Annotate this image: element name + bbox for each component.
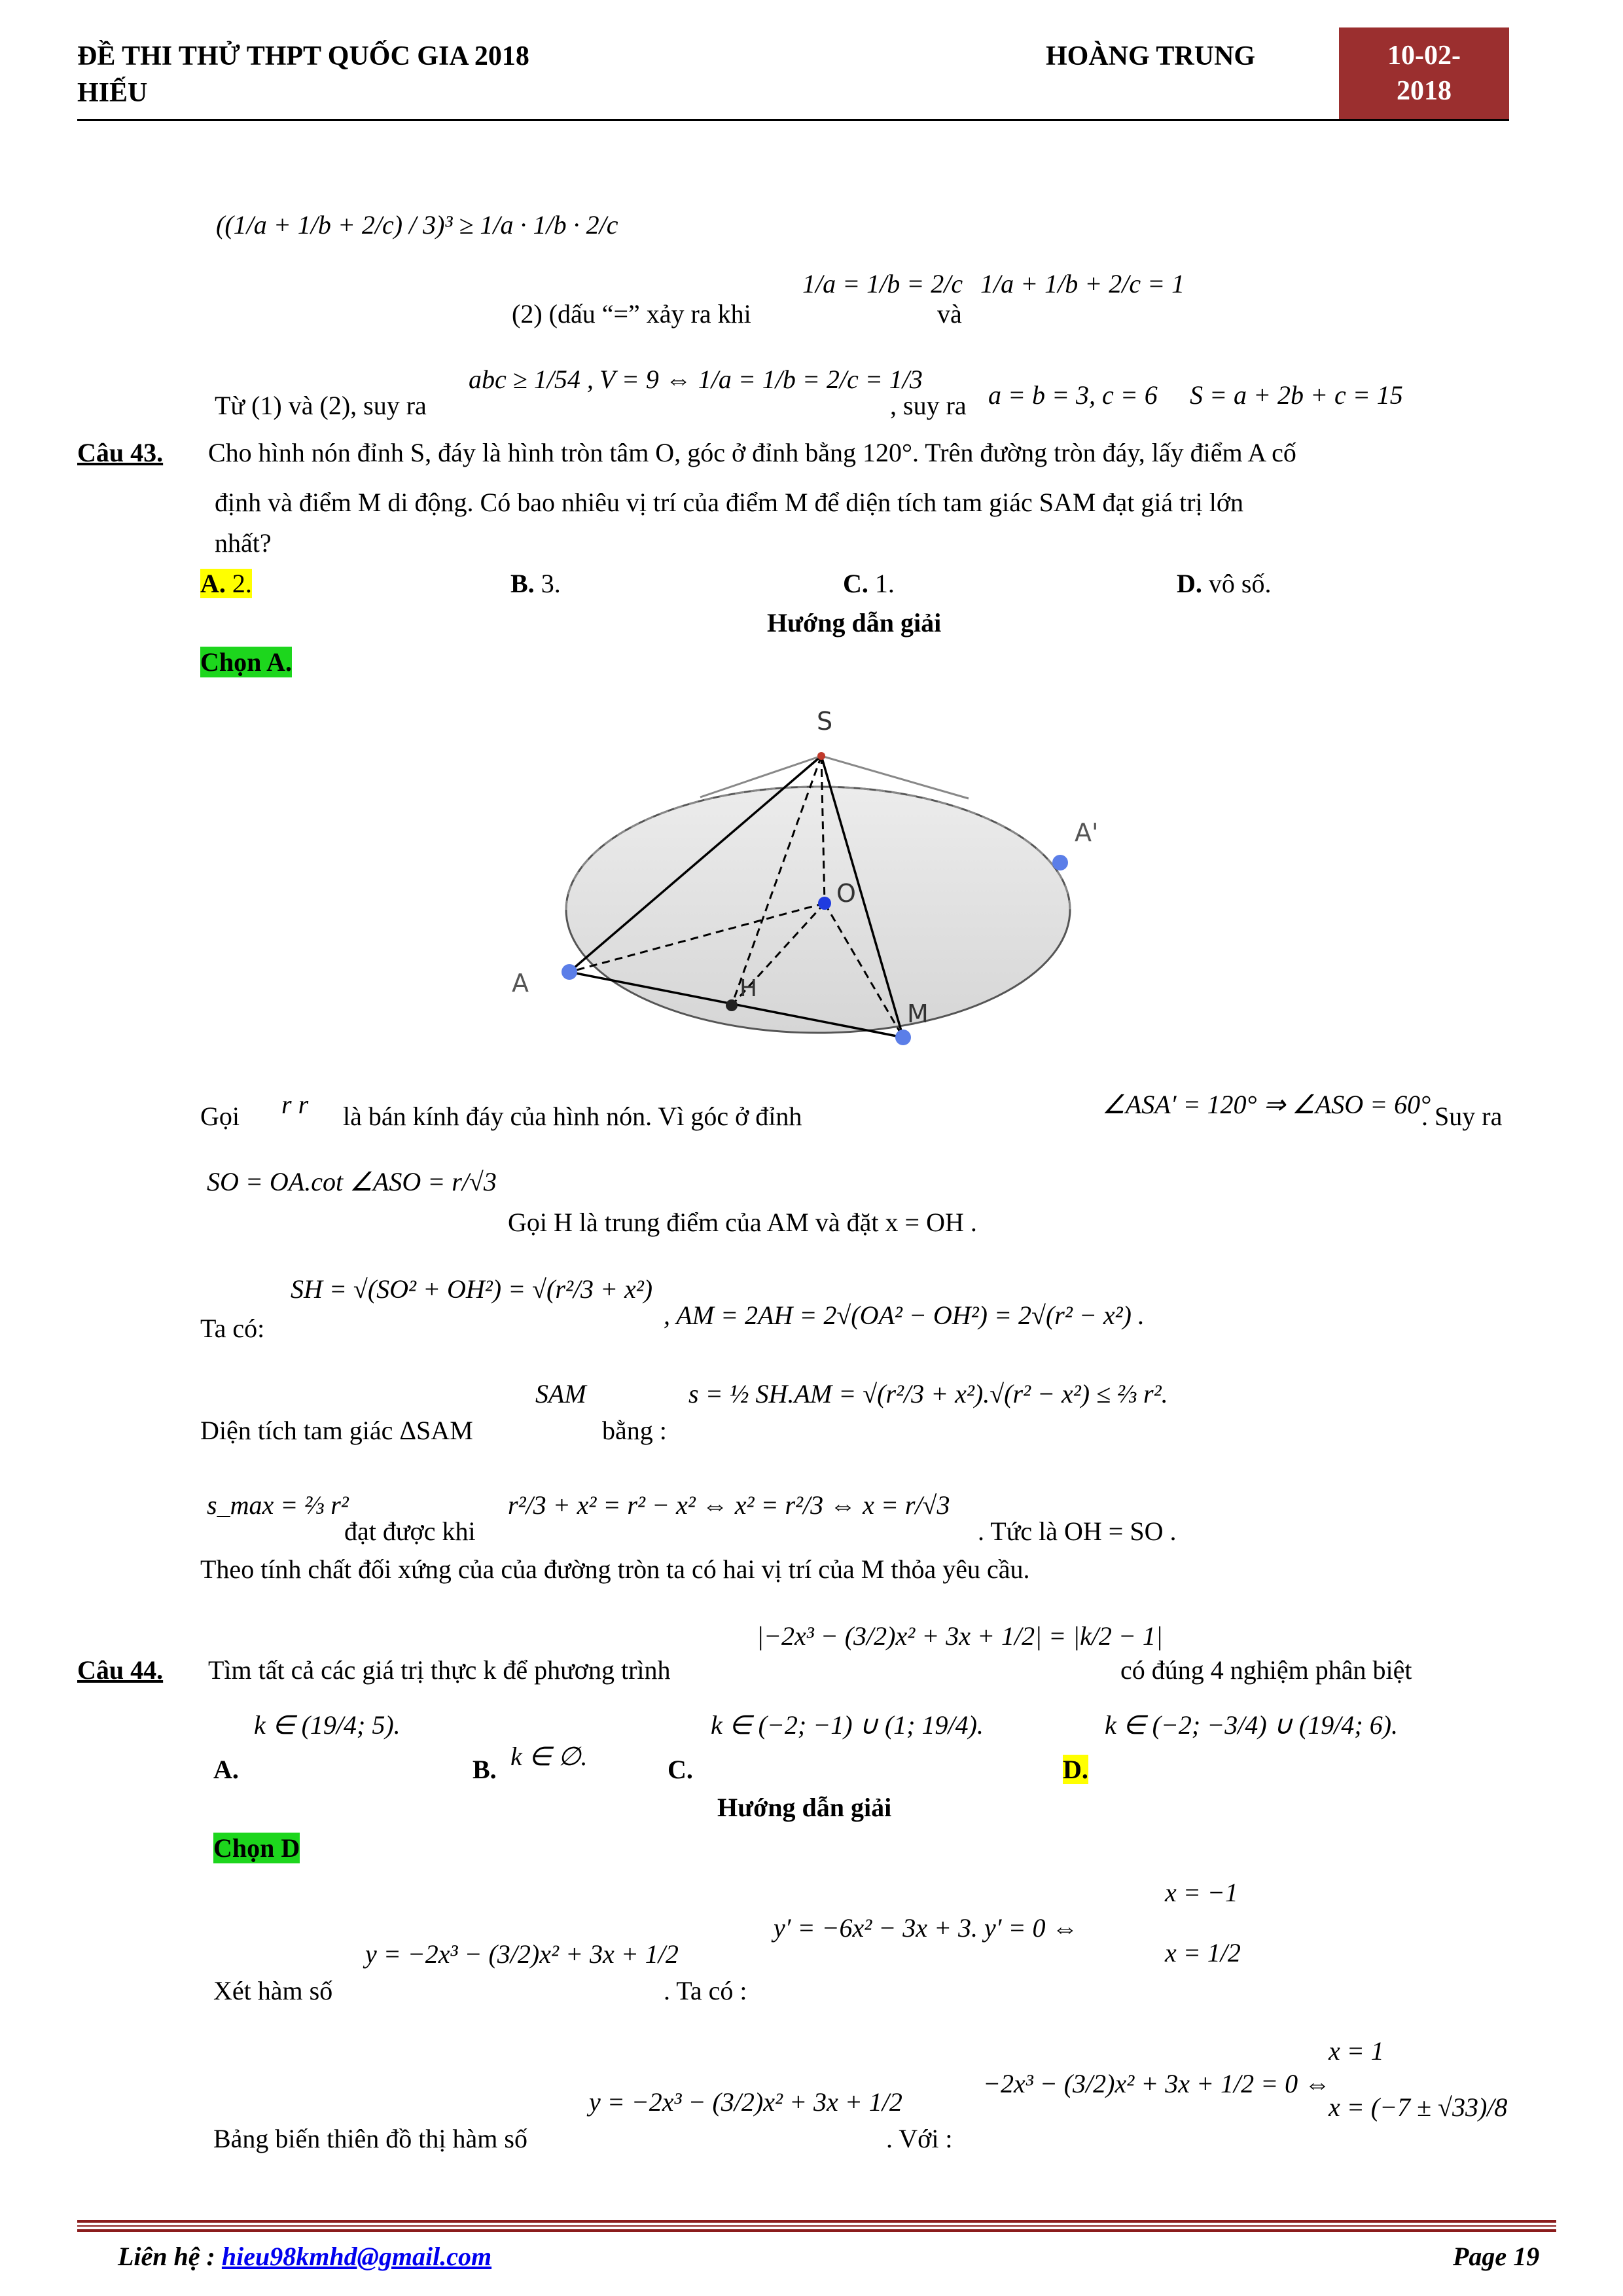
label-A: A [512,969,529,997]
q44-label: Câu 44. [77,1655,164,1685]
header-rule [77,119,1509,121]
q44-text-start: Tìm tất cả các giá trị thực k để phương trình [208,1655,671,1685]
point-A-prime [1052,855,1068,870]
q44-option-c-text: k ∈ (−2; −1) ∪ (1; 19/4). [711,1710,984,1740]
volume-condition: V = 9 ⇔ 1/a = 1/b = 2/c = 1/3 [599,365,923,394]
sol44-cubic-root2: x = (−7 ± √33)/8 [1329,2092,1508,2122]
sol43-area-formula: s = ½ SH.AM = √(r²/3 + x²).√(r² − x²) ≤ ⅔ r². [688,1379,1168,1408]
and-text: và [937,299,962,329]
sol44-cubic-root1: x = 1 [1329,2036,1384,2066]
q43-option-a-label: A. [200,569,226,598]
label-S: S [817,707,833,736]
q43-option-a[interactable] [200,568,252,599]
q43-option-a-text: 2. [232,569,252,598]
from-text: Từ (1) và (2), suy ra [215,391,427,420]
sol44-root2: x = 1/2 [1165,1938,1241,1967]
sol43-line1-start: Gọi [200,1102,240,1131]
s-value: S = a + 2b + c = 15 [1190,380,1403,410]
sol44-cubic-eq: −2x³ − (3/2)x² + 3x + 1/2 = 0 ⇔ [983,2069,1331,2098]
q44-option-c[interactable] [668,1754,693,1785]
q44-option-d-label: D. [1063,1755,1088,1784]
q43-option-b-text: 3. [541,569,561,598]
equality-condition-text: (2) (dấu “=” xảy ra khi [512,299,751,329]
footer-email-link[interactable]: hieu98kmhd@gmail.com [221,2242,492,2271]
q43-option-c[interactable] [843,568,895,599]
sol43-so-formula: SO = OA.cot ∠ASO = r/√3 [207,1167,497,1196]
point-O [818,897,831,910]
footer-rule-top [77,2220,1556,2223]
sol43-conclusion: Theo tính chất đối xứng của của đường tròn ta có hai vị trí của M thỏa yêu cầu. [200,1554,1030,1584]
q43-text-line2: định và điểm M di động. Có bao nhiêu vị trí của điểm M để diện tích tam giác SAM đạt giá trị lớn [215,488,1243,517]
header-author: HOÀNG TRUNG [1046,41,1256,71]
q44-option-d[interactable] [1063,1754,1088,1785]
q43-text-line1: Cho hình nón đỉnh S, đáy là hình tròn tâm O, góc ở đỉnh bằng 120°. Trên đường tròn đáy, lấy điểm A cố [208,438,1296,467]
header-date-line2: 2018 [1397,76,1452,106]
label-M: M [907,999,929,1028]
sol43-bang: bằng : [602,1416,667,1445]
sol43-sh-formula: SH = √(SO² + OH²) = √(r²/3 + x²) [291,1274,653,1304]
footer-contact-label: Liên hệ : [118,2242,215,2271]
q43-option-b-label: B. [510,569,535,598]
q43-chosen-answer: Chọn A. [200,647,293,677]
q44-equation: |−2x³ − (3/2)x² + 3x + 1/2| = |k/2 − 1| [757,1621,1163,1651]
sol43-sam-label: SAM [535,1379,586,1408]
suy-ra-text: , suy ra [890,391,967,420]
q43-option-c-label: C. [843,569,868,598]
sol44-root1: x = −1 [1165,1878,1238,1907]
sol44-derivative: y′ = −6x² − 3x + 3. y′ = 0 ⇔ [774,1913,1079,1943]
footer-page-number: Page 19 [1453,2242,1540,2271]
equality-condition: 1/a = 1/b = 2/c [802,269,963,298]
q43-label: Câu 43. [77,438,164,467]
sol43-angle-eq: ∠ASA′ = 120° ⇒ ∠ASO = 60° [1102,1090,1431,1119]
sol43-dat-duoc: đạt được khi [344,1516,476,1546]
point-M [895,1030,911,1045]
footer-rule-mid [77,2225,1556,2227]
label-A-prime: A' [1075,818,1099,847]
label-O: O [836,879,856,908]
point-S [817,752,825,760]
sol44-ta-co: . Ta có : [664,1976,747,2005]
sol43-radius-symbol: r r [281,1090,309,1119]
sol43-equality: r²/3 + x² = r² − x² ⇔ x² = r²/3 ⇔ x = r/√3 [508,1490,950,1520]
q44-option-a-text: k ∈ (19/4; 5). [254,1710,401,1740]
q43-text-line3: nhất? [215,528,272,558]
q44-text-end: có đúng 4 nghiệm phân biệt [1120,1655,1412,1685]
q44-chosen-answer: Chọn D [213,1833,300,1863]
cone-figure [510,694,1126,1060]
sum-condition: 1/a + 1/b + 2/c = 1 [980,269,1185,298]
header-date-box [1339,27,1509,120]
abc-values: a = b = 3, c = 6 [988,380,1158,410]
header-title-cont: HIẾU [77,78,148,108]
q44-option-a[interactable] [213,1754,239,1785]
q44-option-d-text: k ∈ (−2; −3/4) ∪ (19/4; 6). [1105,1710,1399,1740]
sol44-function-2: y = −2x³ − (3/2)x² + 3x + 1/2 [589,2087,902,2117]
abc-inequality: abc ≥ 1/54 , [469,365,594,394]
sol43-suy-ra: . Suy ra [1421,1102,1503,1131]
point-A [562,964,577,980]
sol44-xet-ham-so: Xét hàm số [213,1976,333,2005]
q43-option-c-text: 1. [874,569,895,598]
amgm-inequality: ((1/a + 1/b + 2/c) / 3)³ ≥ 1/a · 1/b · 2/c [216,210,618,240]
footer-rule-bottom [77,2229,1556,2232]
q44-option-c-label: C. [668,1755,693,1784]
sol44-bbt-text: Bảng biến thiên đồ thị hàm số [213,2124,527,2153]
sol43-line1-text: là bán kính đáy của hình nón. Vì góc ở đỉnh [343,1102,802,1131]
q43-guide-heading: Hướng dẫn giải [767,608,942,637]
sol43-midpoint-text: Gọi H là trung điểm của AM và đặt x = OH . [508,1208,977,1237]
label-H: H [740,975,758,1002]
sol43-tuc-la: . Tức là OH = SO . [978,1516,1177,1546]
sol44-function: y = −2x³ − (3/2)x² + 3x + 1/2 [365,1939,679,1969]
footer-contact [118,2241,491,2272]
q44-option-b-text: k ∈ ∅. [510,1742,588,1771]
q44-option-a-label: A. [213,1755,239,1784]
sol43-ta-co: Ta có: [200,1314,265,1343]
q43-option-d-text: vô số. [1208,569,1272,598]
sol43-smax: s_max = ⅔ r² [207,1490,349,1520]
q43-option-d[interactable] [1177,568,1271,599]
header-title: ĐỀ THI THỬ THPT QUỐC GIA 2018 [77,41,529,71]
q44-option-b[interactable] [473,1754,497,1785]
sol43-am-formula: , AM = 2AH = 2√(OA² − OH²) = 2√(r² − x²) . [664,1300,1145,1330]
q44-guide-heading: Hướng dẫn giải [717,1793,892,1822]
sol44-voi: . Với : [886,2124,953,2153]
q43-option-b[interactable] [510,568,561,599]
q43-option-d-label: D. [1177,569,1202,598]
sol43-area-text: Diện tích tam giác ΔSAM [200,1416,473,1445]
point-H [726,999,738,1011]
header-date-line1: 10-02- [1387,41,1461,71]
q44-option-b-label: B. [473,1755,497,1784]
